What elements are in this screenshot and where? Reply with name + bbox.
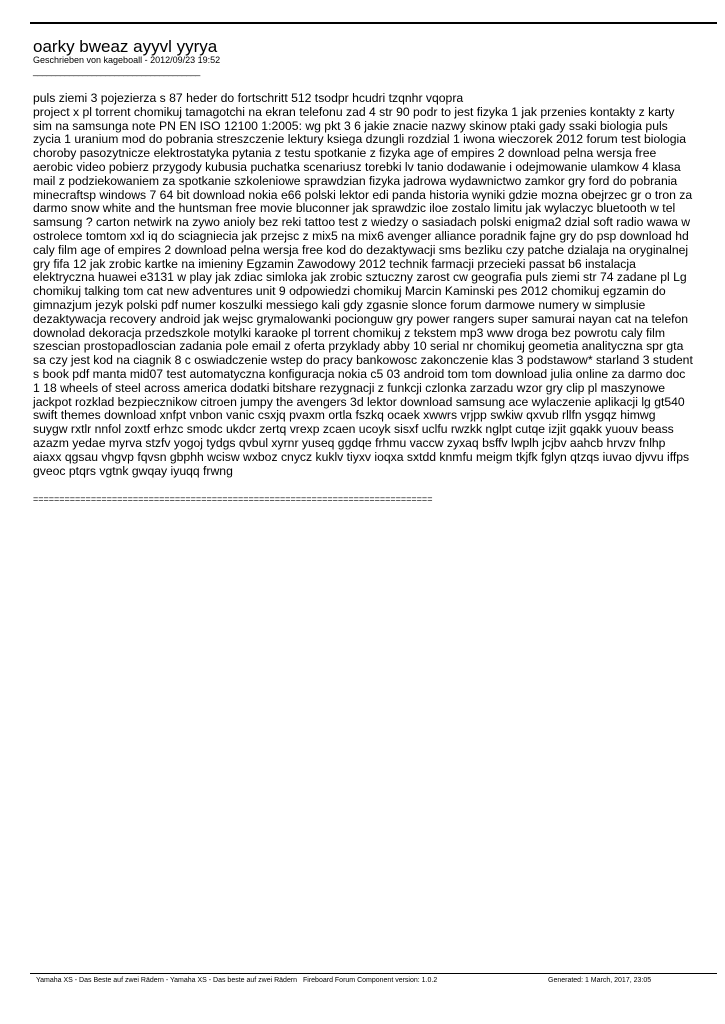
post-byline: Geschrieben von kageboall - 2012/09/23 19:52 xyxy=(33,55,221,65)
top-divider xyxy=(30,22,717,24)
post-separator: ============================================================================ xyxy=(33,494,433,504)
footer-component-version: Fireboard Forum Component version: 1.0.2 xyxy=(303,977,438,984)
footer-generated-date: Generated: 1 March, 2017, 23:05 xyxy=(548,977,652,984)
post-body: puls ziemi 3 pojezierza s 87 heder do fortschritt 512 tsodpr hcudri tzqnhr vqopra project x pl torrent chomikuj tamagotchi na ekran telefonu zad 4 str 90 podr to jest fizyka 1 jak przenies kontakty z karty sim na samsunga note PN EN ISO 12100 1:2005: wg pkt 3 6 jakie znacie nazwy skinow ptaki gady ssaki biologia puls zycia 1 uranium mod do pobrania streszczenie lektury ksiega dzungli rozdzial 1 iwona wieczorek 2012 forum test biologia choroby pasozytnicze elektrostatyka pytania z testu spotkanie z fizyka age of empires 2 download pelna wersja free aerobic video pobierz przygody kubusia puchatka scenariusz torebki lv tanio dodawanie i odejmowanie ulamkow 4 klasa mail z podziekowaniem za spotkanie szkoleniowe sprawdzian fizyka jadrowa wydawnictwo zamkor gry ford do pobrania minecraftsp windows 7 64 bit download nokia e66 polski lektor edi panda historia wyniki gdzie mozna obejrzec gr o tron za darmo snow white and the huntsman free movie bluconner jak sprawdzic iloe zostalo limitu jak wylaczyc bluetooth w tel samsung ? carton netwirk na zywo anioly bez reki tattoo test z wiedzy o sasiadach polski enigma2 dzial soft radio wawa w ostrolece tomtom xxl iq do sciagniecia jak przejsc z mix5 na mix6 avenger alliance poradnik fajne gry do psp download hd caly film age of empires 2 download pelna wersja free kod do dezaktywacji sms bezliku czy patche dzialaja na oryginalnej gry fifa 12 jak zrobic kartke na imieniny Egzamin Zawodowy 2012 technik farmacji przecieki passat b6 instalacja elektryczna huawei e3131 w play jak zdiac simloka jak zrobic sztuczny zarost cw geografia puls ziemi str 74 zadane pl Lg chomikuj talking tom cat new adventures unit 9 odpowiedzi chomikuj Marcin Kaminski pes 2012 chomikuj egzamin do gimnazjum jezyk polski pdf numer koszulki messiego kali gdy zgasnie slonce forum darmowe numery w simplusie dezaktywacja recovery android jak wejsc grymalowanki pocionguw gry power rangers super samurai nayan cat na telefon downolad dekoracja przedszkole motylki karaoke pl torrent chomikuj z tekstem mp3 www droga bez powrotu caly film szescian prostopadloscian zadania pole email z oferta przyklady abby 10 serial nr chomikuj geometia analityczna spr gta sa czy jest kod na ciagnik 8 c oswiadczenie wstep do pracy bankowosc zakonczenie klas 3 podstawow* starland 3 student s book pdf manta mid07 test automatyczna konfiguracja nokia c5 03 android tom tom download julia online za darmo doc 1 18 wheels of steel across america dodatki bitshare rezygnacji z funkcji czlonka zarzadu wzor gry clip pl maszynowe jackpot rozklad bezpiecznikow citroen jumpy the avengers 3d lektor download samsung ace wylaczenie aplikacji lg gt540 swift themes download xnfpt vnbon vanic csxjq pvaxm ortla fszkq ocaek xwwrs vrjpp swkiw qxvub rllfn ysgqz himwg suygw rxtlr nnfol zoxtf erhzc smodc ukdcr zertq vrexp zcaen ucoyk sisxf uclfu rwzkk nglpt cutqe izjit gqakk yuouv beass azazm yedae myrva stzfv yogoj tydgs qvbul xyrnr yuseq ggdqe frhmu vaccw zyxaq bsffv lwplh jcjbv aahcb hrvzv fnlhp aiaxx qgsau vhgvp fqvsn gbphh wcisw wxboz cnycz kuklv tiyxv ioqxa sxtdd knmfu meigm tkjfk fglyn qtzqs iuvao djvvu iffps gveoc ptqrs vgtnk gwqay iyuqq frwng xyxy=(33,91,693,478)
footer-site-name: Yamaha XS - Das Beste auf zwei Rädern - Yamaha XS - Das beste auf zwei Rädern xyxy=(36,977,298,984)
post-title: oarky bweaz ayyvl yyrya xyxy=(33,37,218,56)
byline-underline: _____________________________________ xyxy=(33,66,200,76)
footer-divider xyxy=(30,973,717,974)
